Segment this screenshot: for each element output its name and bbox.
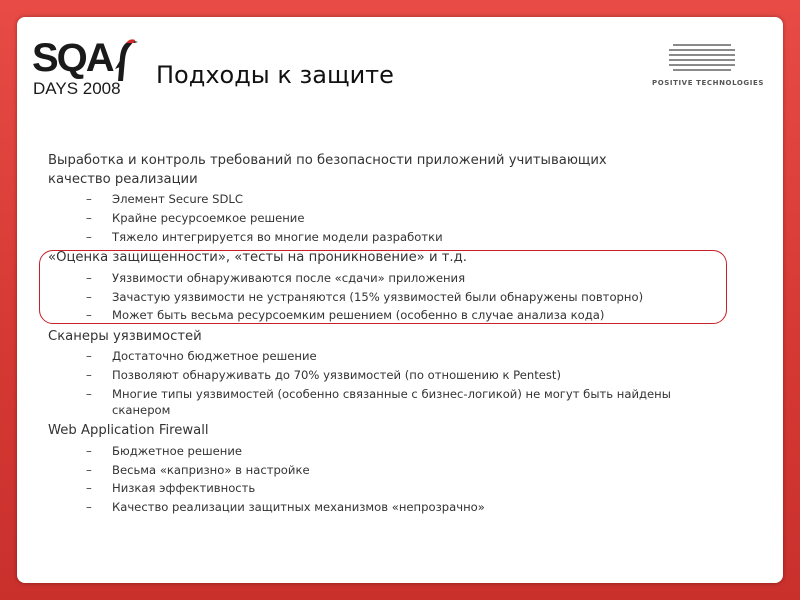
page-title: Подходы к защите: [156, 61, 394, 89]
bullet-item: – Крайне ресурсоемкое решение: [86, 211, 305, 225]
section-heading-pentest: «Оценка защищенности», «тесты на проникновение» и т.д.: [48, 250, 467, 265]
bullet-item: – Весьма «капризно» в настройке: [86, 463, 310, 477]
logo-sqa-text: SQA: [32, 36, 113, 80]
bullet-item: – Элемент Secure SDLC: [86, 192, 243, 206]
bullet-item: – Позволяют обнаруживать до 70% уязвимостей (по отношению к Pentest): [86, 368, 561, 382]
bullet-item: – Низкая эффективность: [86, 481, 256, 495]
section-heading-requirements-cont: качество реализации: [48, 172, 198, 187]
section-heading-waf: Web Application Firewall: [48, 423, 209, 438]
logo-days-text: DAYS 2008: [33, 79, 121, 98]
bullet-item-cont: сканером: [112, 403, 171, 417]
bullet-item: – Зачастую уязвимости не устраняются (15% уязвимостей были обнаружены повторно): [86, 290, 644, 304]
logo-pt-text: POSITIVE TECHNOLOGIES: [651, 79, 765, 87]
bullet-item: – Бюджетное решение: [86, 444, 243, 458]
bullet-item: – Уязвимости обнаруживаются после «сдачи» приложения: [86, 271, 466, 285]
bullet-item: – Качество реализации защитных механизмов «непрозрачно»: [86, 500, 485, 514]
bullet-item: – Тяжело интегрируется во многие модели разработки: [86, 230, 443, 244]
section-heading-requirements: Выработка и контроль требований по безопасности приложений учитывающих: [48, 153, 607, 168]
slide-content: [17, 17, 783, 583]
section-heading-scanners: Сканеры уязвимостей: [48, 329, 202, 344]
bullet-item: – Может быть весьма ресурсоемким решением (особенно в случае анализа кода): [86, 308, 605, 322]
bullet-item: – Многие типы уязвимостей (особенно связанные с бизнес-логикой) не могут быть найдены: [86, 387, 671, 401]
slide: [17, 17, 783, 583]
bullet-item: – Достаточно бюджетное решение: [86, 349, 317, 363]
